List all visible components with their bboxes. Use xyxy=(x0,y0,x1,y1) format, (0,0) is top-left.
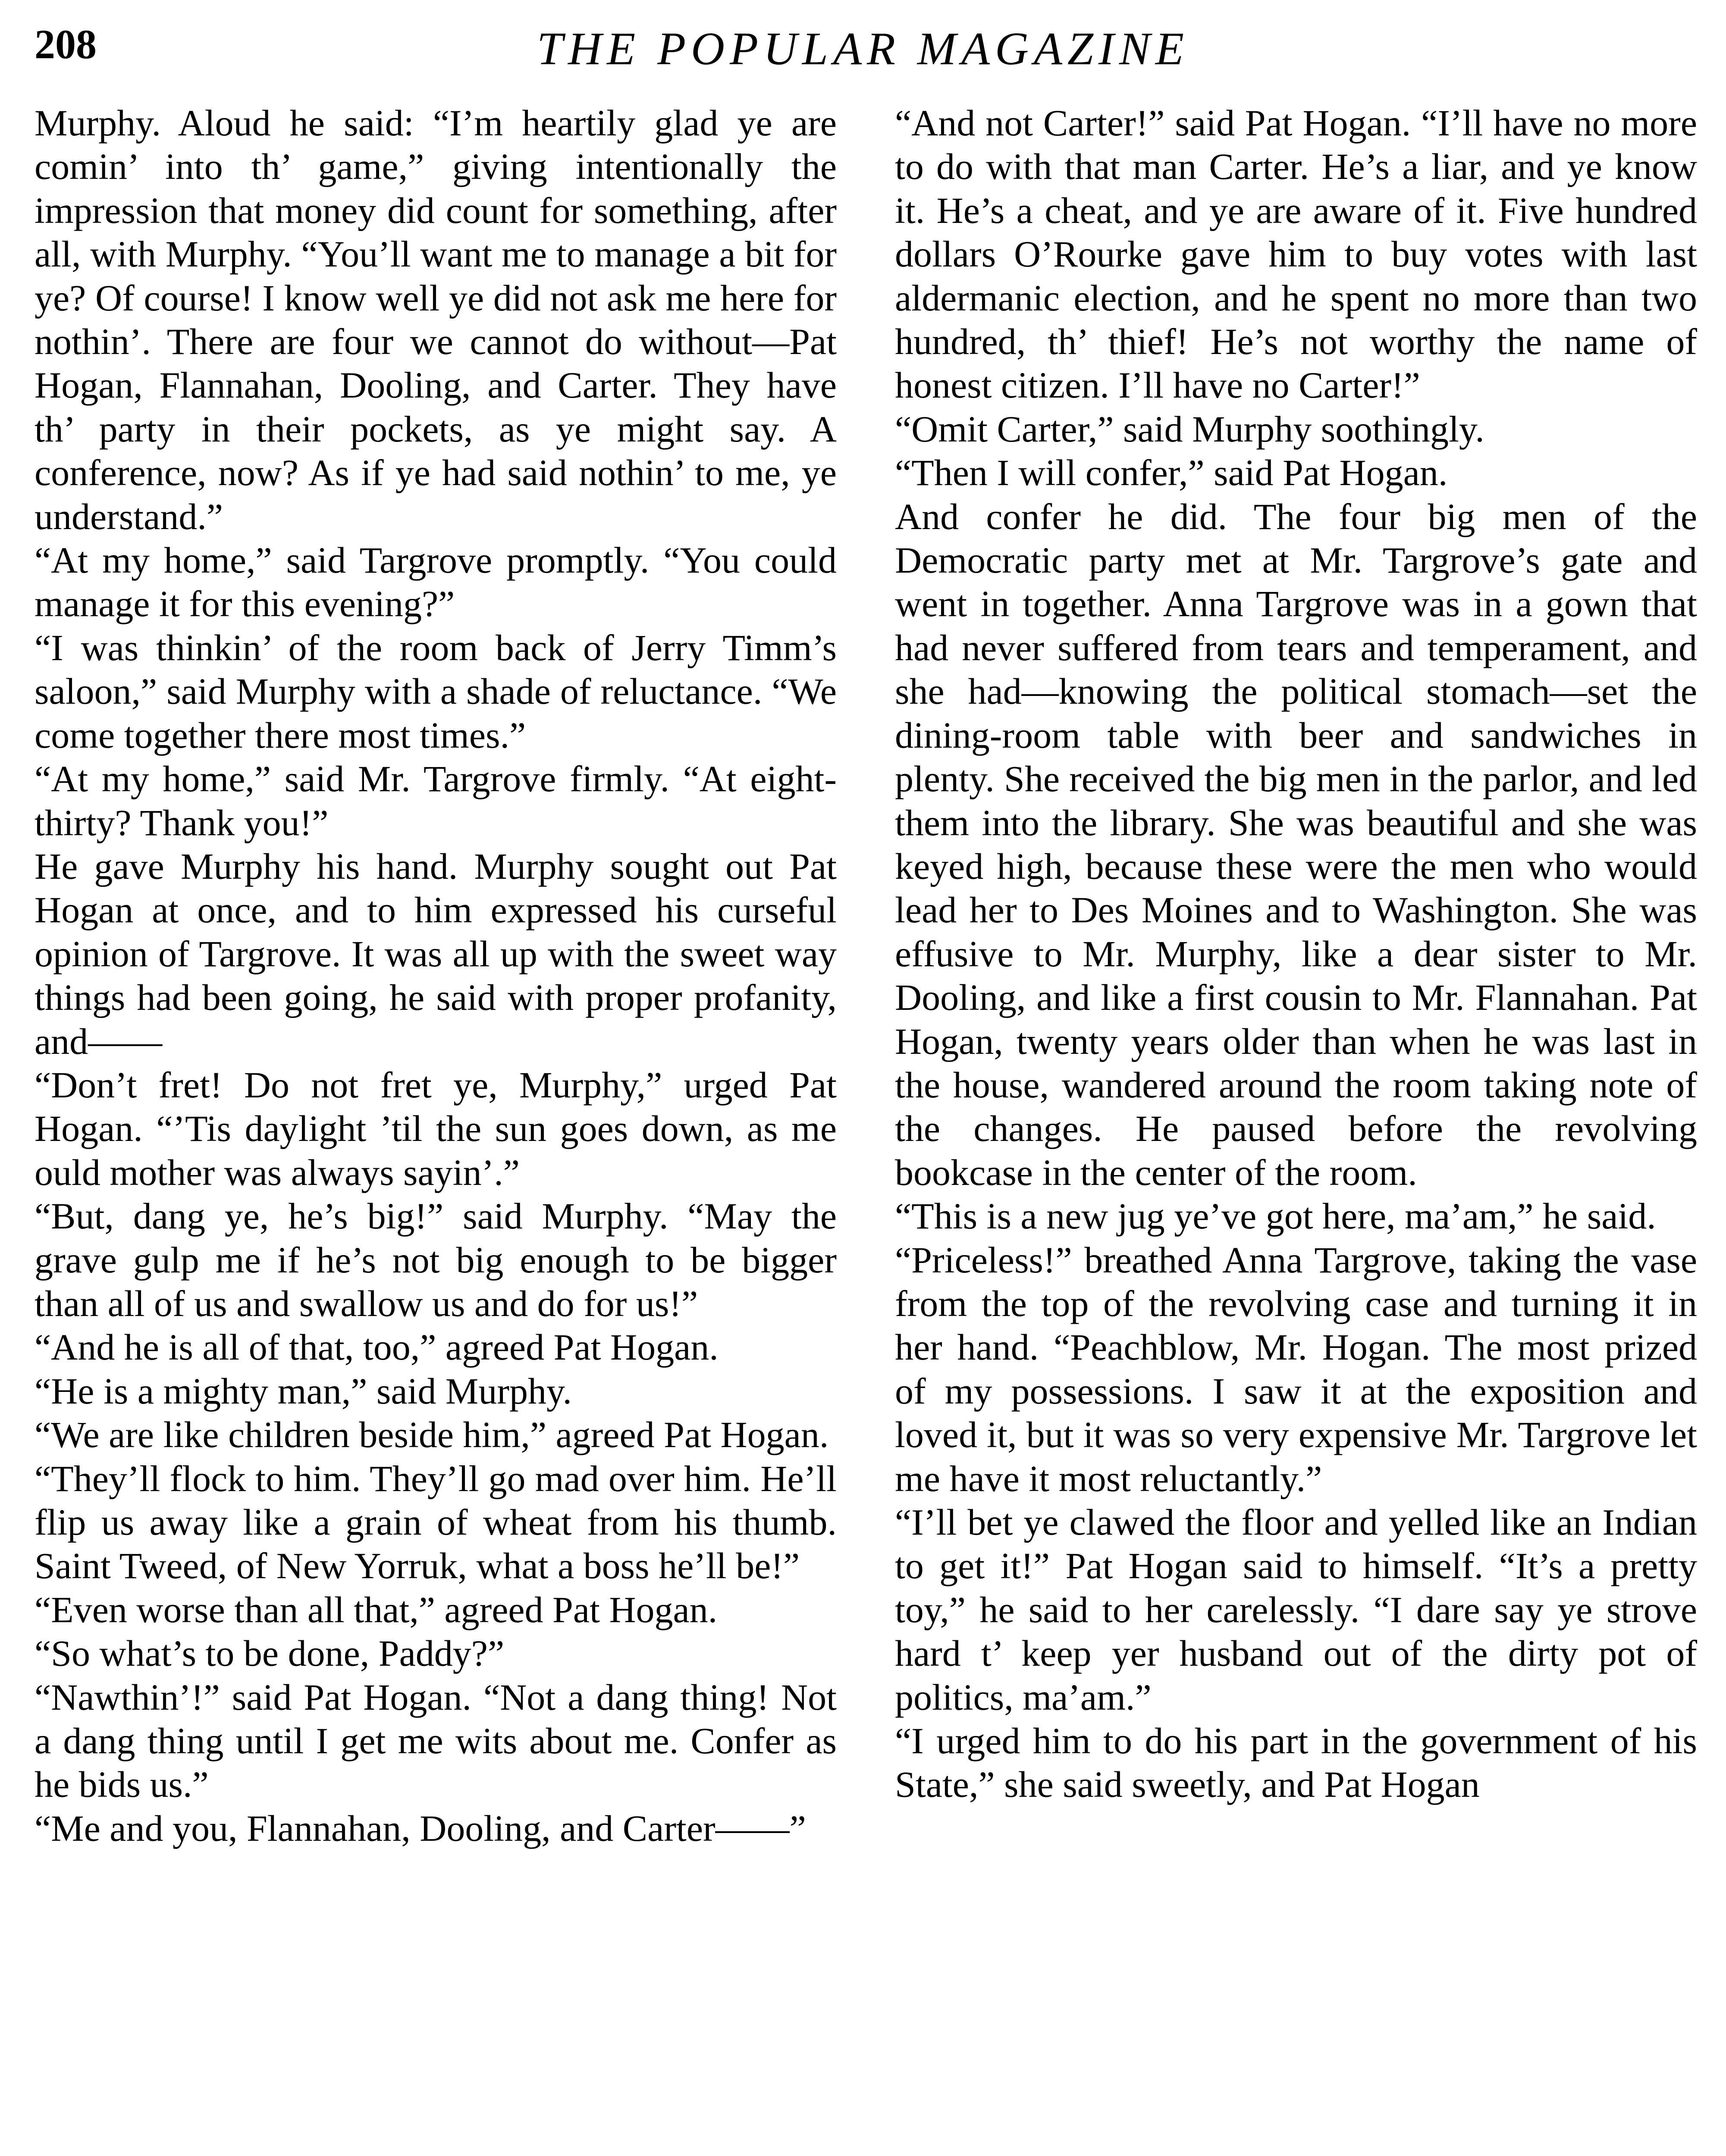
paragraph: “And he is all of that, too,” agreed Pat Hogan. xyxy=(35,1326,719,1368)
paragraph: “I’ll bet ye clawed the floor and yelled like an Indian to get it!” Pat Hogan said to himself. “It’s a pretty toy,” he said to her carelessly. “I dare say ye strove hard t’ keep yer husband out of the dirty pot of politics, ma’am.” xyxy=(895,1501,1697,1718)
paragraph: “I was thinkin’ of the room back of Jerry Timm’s saloon,” said Murphy with a shade of reluctance. “We come together there most times.” xyxy=(35,627,837,756)
paragraph: “Nawthin’!” said Pat Hogan. “Not a dang thing! Not a dang thing until I get me wits about me. Confer as he bids us.” xyxy=(35,1676,837,1805)
paragraph: “Me and you, Flannahan, Dooling, and Carter——” xyxy=(35,1807,806,1849)
paragraph: Murphy. Aloud he said: “I’m heartily glad ye are comin’ into th’ game,” giving intentionally the impression that money did count for something, after all, with Murphy. “You’ll want me to manage a bit for ye? Of course! I know well ye did not ask me here for nothin’. There are four we cannot do without—Pat Hogan, Flannahan, Dooling, and Carter. They have th’ party in their pockets, as ye might say. A conference, now? As if ye had said nothin’ to me, ye understand.” xyxy=(35,102,837,537)
paragraph: “He is a mighty man,” said Murphy. xyxy=(35,1370,572,1412)
paragraph: “This is a new jug ye’ve got here, ma’am,” he said. xyxy=(895,1195,1656,1237)
paragraph: “Then I will confer,” said Pat Hogan. xyxy=(895,452,1448,494)
text-column-left xyxy=(35,101,837,1850)
paragraph: “Even worse than all that,” agreed Pat Hogan. xyxy=(35,1589,718,1630)
page-number: 208 xyxy=(35,21,97,67)
paragraph: “So what’s to be done, Paddy?” xyxy=(35,1633,505,1674)
paragraph: “But, dang ye, he’s big!” said Murphy. “May the grave gulp me if he’s not big enough to be bigger than all of us and swallow us and do for us!” xyxy=(35,1195,837,1324)
paragraph: “At my home,” said Mr. Targrove firmly. “At eight-thirty? Thank you!” xyxy=(35,758,837,843)
paragraph: “At my home,” said Targrove promptly. “You could manage it for this evening?” xyxy=(35,539,837,625)
paragraph: And confer he did. The four big men of the Democratic party met at Mr. Targrove’s gate and went in together. Anna Targrove was in a gown that had never suffered from tears and temperament, and she had—knowing the political stomach—set the dining-room table with beer and sandwiches in plenty. She received the big men in the parlor, and led them into the library. She was beautiful and she was keyed high, because these were the men who would lead her to Des Moines and to Washington. She was effusive to Mr. Murphy, like a dear sister to Mr. Dooling, and like a first cousin to Mr. Flannahan. Pat Hogan, twenty years older than when he was last in the house, wandered around the room taking note of the changes. He paused before the revolving bookcase in the center of the room. xyxy=(895,495,1697,1193)
paragraph: “And not Carter!” said Pat Hogan. “I’ll have no more to do with that man Carter. He’s a liar, and ye know it. He’s a cheat, and ye are aware of it. Five hundred dollars O’Rourke gave him to buy votes with last aldermanic election, and he spent no more than two hundred, th’ thief! He’s not worthy the name of honest citizen. I’ll have no Carter!” xyxy=(895,102,1697,406)
paragraph: “They’ll flock to him. They’ll go mad over him. He’ll flip us away like a grain of wheat from his thumb. Saint Tweed, of New Yorruk, what a boss he’ll be!” xyxy=(35,1457,837,1587)
paragraph: “Don’t fret! Do not fret ye, Murphy,” urged Pat Hogan. “’Tis daylight ’til the sun goes down, as me ould mother was always sayin’.” xyxy=(35,1064,837,1193)
paragraph: “We are like children beside him,” agreed Pat Hogan. xyxy=(35,1414,829,1456)
text-column-right xyxy=(895,101,1697,1807)
running-head: THE POPULAR MAGAZINE xyxy=(537,23,1189,75)
paragraph: “Omit Carter,” said Murphy soothingly. xyxy=(895,408,1484,450)
paragraph: “I urged him to do his part in the government of his State,” she said sweetly, and Pat Hogan xyxy=(895,1720,1697,1805)
paragraph: “Priceless!” breathed Anna Targrove, taking the vase from the top of the revolving case and turning it in her hand. “Peachblow, Mr. Hogan. The most prized of my possessions. I saw it at the exposition and loved it, but it was so very expensive Mr. Targrove let me have it most reluctantly.” xyxy=(895,1239,1697,1499)
paragraph: He gave Murphy his hand. Murphy sought out Pat Hogan at once, and to him expressed his curseful opinion of Targrove. It was all up with the sweet way things had been going, he said with proper profanity, and—— xyxy=(35,845,837,1062)
